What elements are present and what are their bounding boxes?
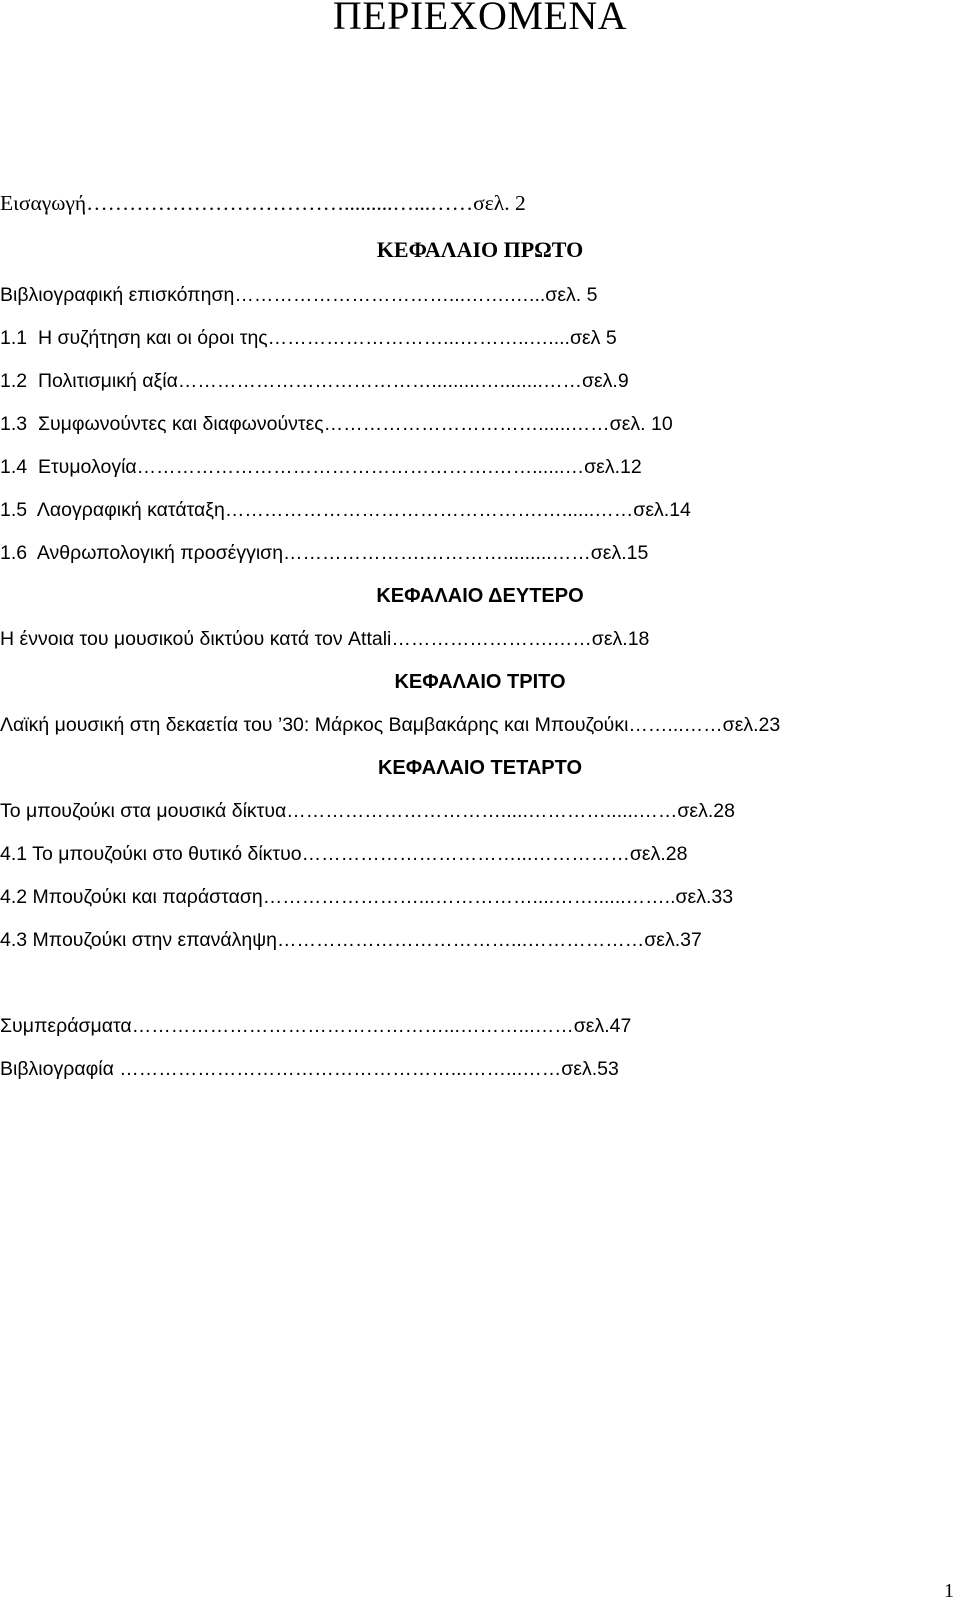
page-number: 1 [944,1580,954,1602]
toc-entry-4-3: 4.3 Μπουζούκι στην επανάληψη………………………………...………………σελ.37 [0,929,702,951]
toc-entry-1-6: 1.6 Ανθρωπολογική προσέγγιση………………….………….........……σελ.15 [0,542,649,564]
toc-entry-1-2: 1.2 Πολιτισμική αξία………………………………….........…........……σελ.9 [0,370,629,392]
toc-entry-4-1: 4.1 Το μπουζούκι στο θυτικό δίκτυο……………………………...……………σελ.28 [0,843,688,865]
chapter-heading-4: ΚΕΦΑΛΑΙΟ ΤΕΤΑΡΤΟ [377,757,583,779]
chapter-heading-3: ΚΕΦΑΛΑΙΟ ΤΡΙΤΟ [394,671,566,693]
toc-entry-1-4: 1.4 Ετυμολογία……………………………………………….……......…σελ.12 [0,456,642,478]
toc-entry-4-2: 4.2 Μπουζούκι και παράσταση……………………...……………....……......……..σελ.33 [0,886,734,908]
toc-entry-introduction: Εισαγωγή……………………………….........…...……σελ. 2 [0,191,526,215]
toc-entry-literature-review: Βιβλιογραφική επισκόπηση……………………………...…….…...σελ. 5 [0,284,598,306]
toc-entry-chapter-3: Λαϊκή μουσική στη δεκαετία του ’30: Μάρκος Βαμβακάρης και Μπουζούκι……...……σελ.23 [0,714,781,736]
toc-entry-1-5: 1.5 Λαογραφική κατάταξη………………………………………….…......……σελ.14 [0,499,691,521]
chapter-heading-1: ΚΕΦΑΛΑΙΟ ΠΡΩΤΟ [376,237,584,262]
toc-entry-chapter-2: Η έννοια του μουσικού δικτύου κατά τον Attali…………………….……σελ.18 [0,628,650,650]
page-title: ΠΕΡΙΕΧΟΜΕΝΑ [332,0,628,38]
toc-entry-conclusions: Συμπεράσματα…………………………………………...………...……σελ.47 [0,1015,632,1037]
toc-entry-1-3: 1.3 Συμφωνούντες και διαφωνούντες……………………………......……σελ. 10 [0,413,673,435]
toc-entry-chapter-4: Το μπουζούκι στα μουσικά δίκτυα…………………………….....…………......……σελ.28 [0,800,735,822]
chapter-heading-2: ΚΕΦΑΛΑΙΟ ΔΕΥΤΕΡΟ [376,585,584,607]
toc-entry-bibliography: Βιβλιογραφία ……………………………………………...……...……σελ.53 [0,1058,619,1080]
toc-entry-1-1: 1.1 Η συζήτηση και οι όροι της………………………...………..…....σελ 5 [0,327,617,349]
